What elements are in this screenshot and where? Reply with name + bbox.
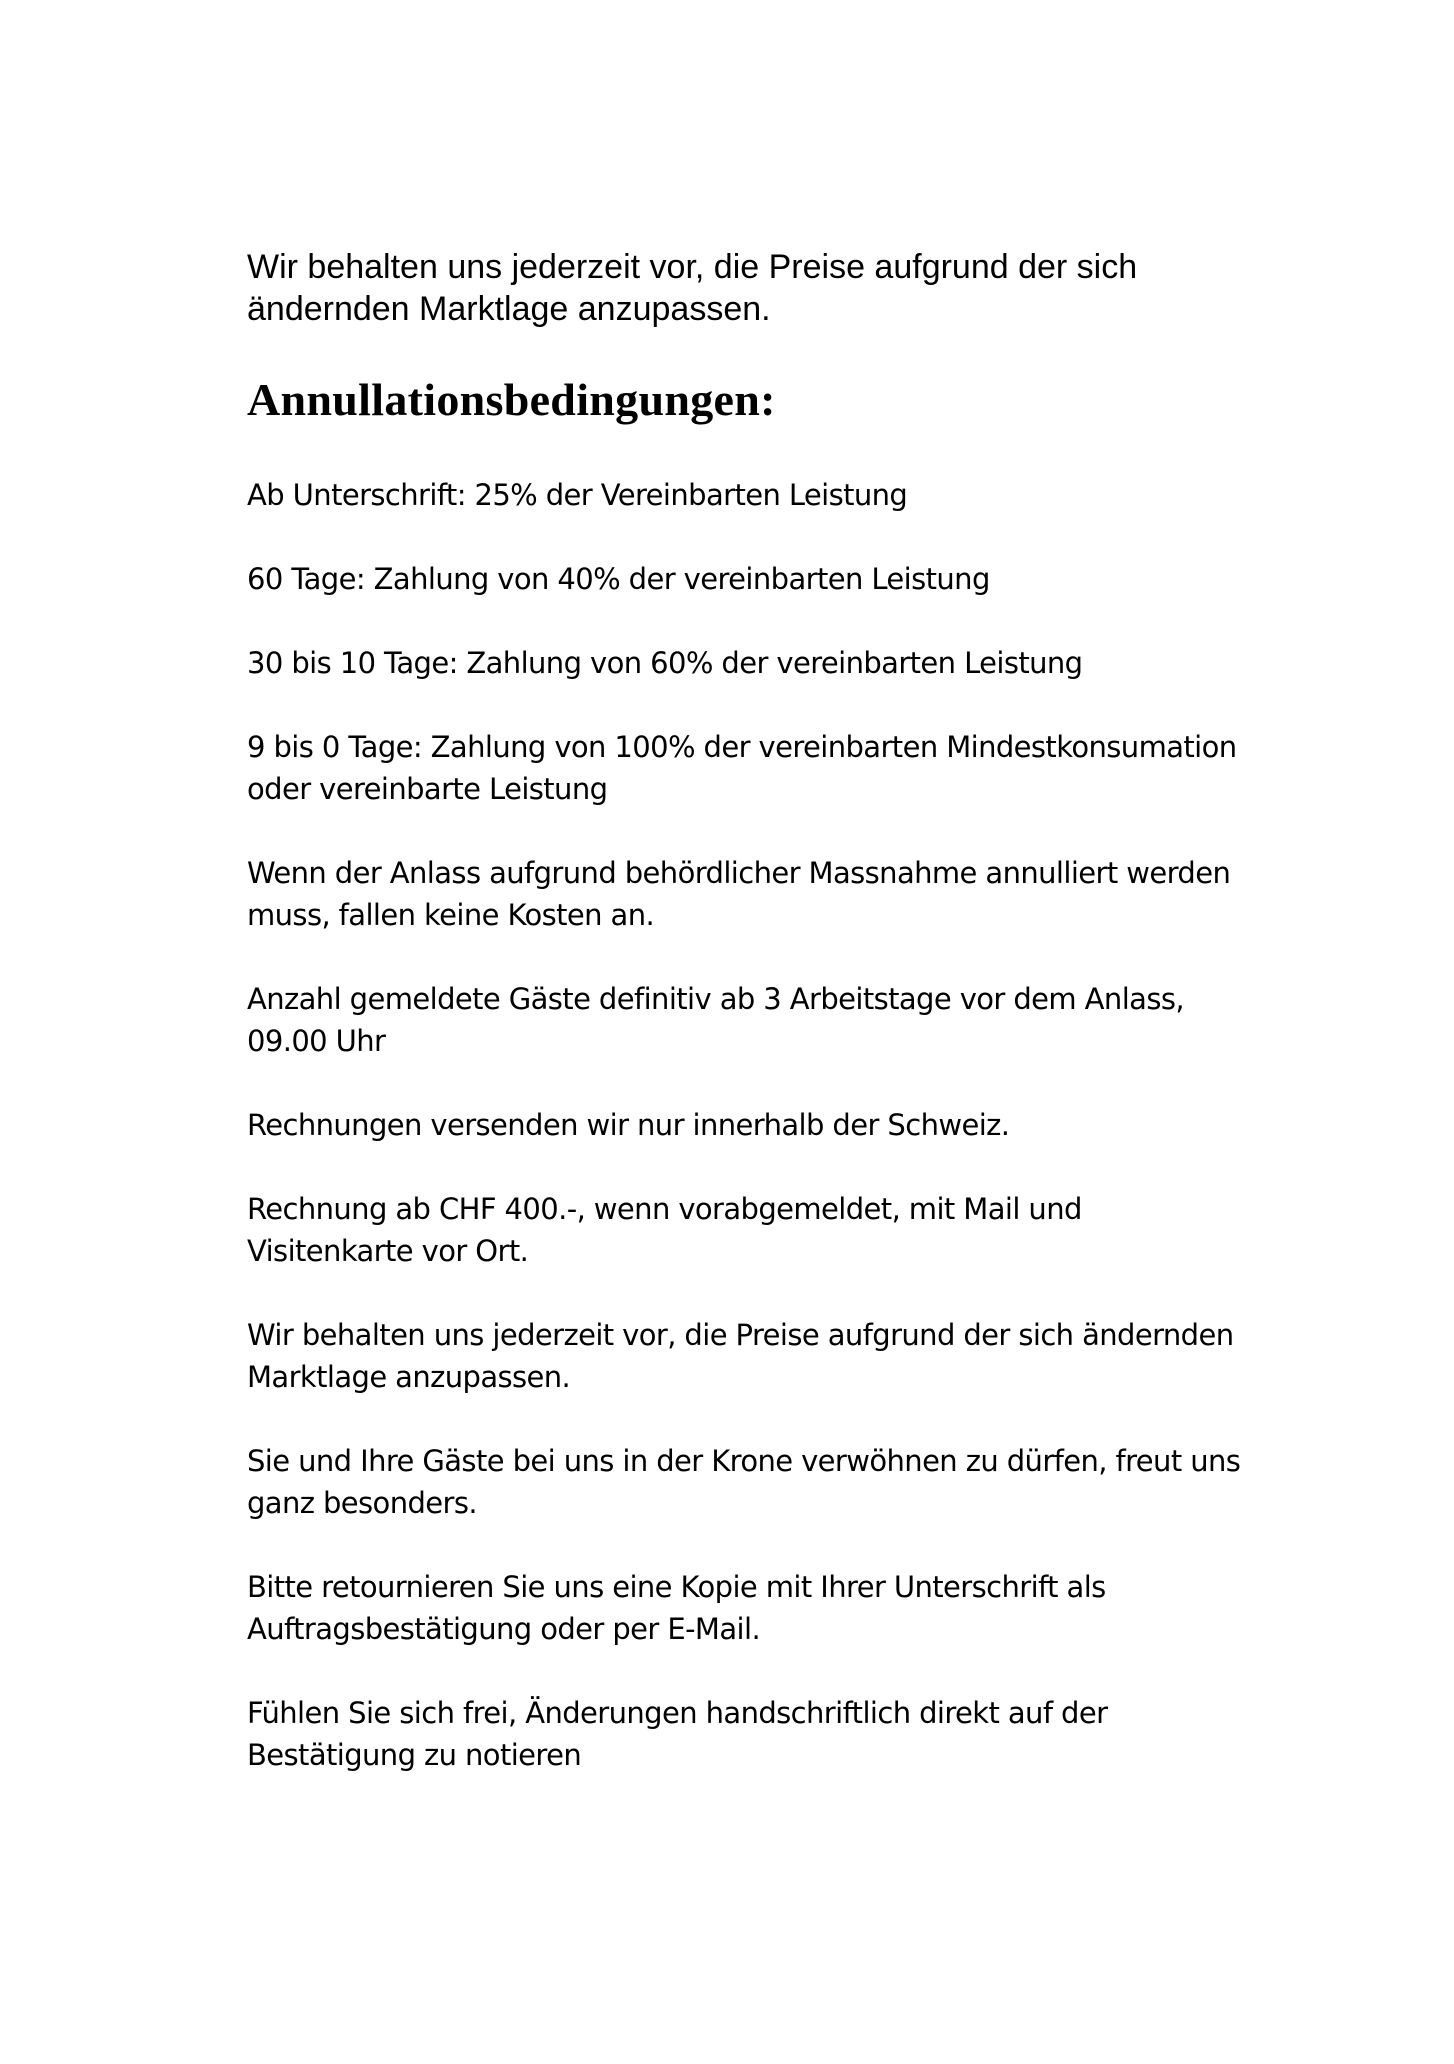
term-paragraph-60-days: 60 Tage: Zahlung von 40% der vereinbarten Leistung [247,562,990,596]
cancellation-heading: Annullationsbedingungen: [247,374,776,425]
term-paragraph-invoice-threshold: Rechnung ab CHF 400.-, wenn vorabgemeldet, mit Mail und Visitenkarte vor Ort. [247,1192,1082,1268]
document-content [247,246,1247,1818]
term-paragraph-signature: Ab Unterschrift: 25% der Vereinbarten Leistung [247,478,908,512]
closing-paragraph-changes: Fühlen Sie sich frei, Änderungen handschriftlich direkt auf der Bestätigung zu notieren [247,1696,1108,1772]
closing-paragraph-welcome: Sie und Ihre Gäste bei uns in der Krone verwöhnen zu dürfen, freut uns ganz besonders. [247,1444,1241,1520]
term-paragraph-authority: Wenn der Anlass aufgrund behördlicher Massnahme annulliert werden muss, fallen keine Kosten an. [247,856,1231,932]
cancellation-terms [247,474,1247,1776]
closing-paragraph-return-copy: Bitte retournieren Sie uns eine Kopie mit Ihrer Unterschrift als Auftragsbestätigung oder per E-Mail. [247,1570,1106,1646]
term-paragraph-guest-count: Anzahl gemeldete Gäste definitiv ab 3 Arbeitstage vor dem Anlass, 09.00 Uhr [247,982,1184,1058]
term-paragraph-9-0-days: 9 bis 0 Tage: Zahlung von 100% der vereinbarten Mindestkonsumation oder vereinbarte Leistung [247,730,1237,806]
term-paragraph-30-10-days: 30 bis 10 Tage: Zahlung von 60% der vereinbarten Leistung [247,646,1083,680]
term-paragraph-invoices-switzerland: Rechnungen versenden wir nur innerhalb der Schweiz. [247,1108,1010,1142]
term-paragraph-price-adjustment: Wir behalten uns jederzeit vor, die Preise aufgrund der sich ändernden Marktlage anzupassen. [247,1318,1234,1394]
intro-paragraph: Wir behalten uns jederzeit vor, die Preise aufgrund der sich ändernden Marktlage anzupassen. [247,248,1138,328]
